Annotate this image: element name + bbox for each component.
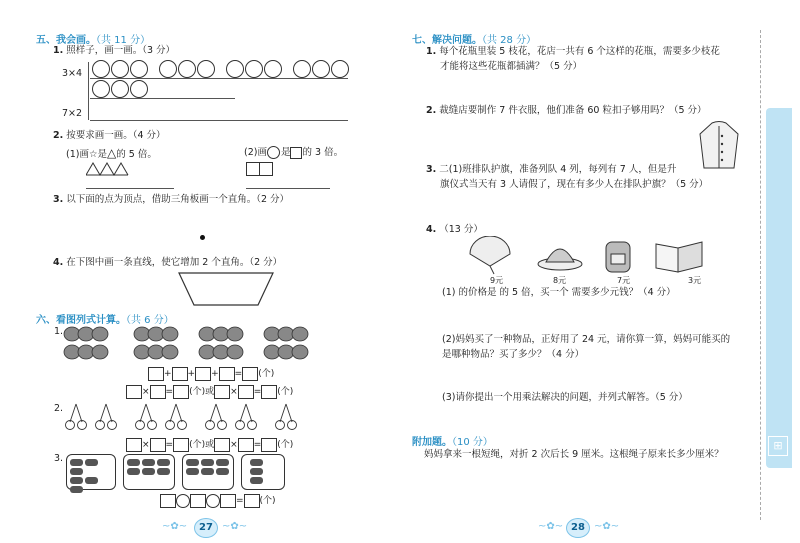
decor-flourish-icon: ~✿~ [222,521,248,532]
row-line [90,78,348,79]
question-r4-part-3: (3)请你提出一个用乘法解决的问题，并列式解答。（5 分） [442,392,688,403]
answer-box[interactable] [238,438,254,452]
section-7-title: 七、解决问题。（共 28 分） [412,35,537,46]
equation-row-3: × = (个)或 × = (个) [126,437,293,452]
triangle-icon: △ [107,146,117,160]
pinecone-groups [62,324,322,366]
answer-box[interactable] [238,385,254,399]
question-2-part-2: (2)画 是 的 3 倍。 [244,147,344,158]
answer-box[interactable] [219,367,235,381]
answer-box[interactable] [214,385,230,399]
picture-problem-3: 3. [54,453,64,464]
answer-line [86,188,174,189]
page-number-right: 28 [566,518,590,538]
answer-box[interactable] [148,367,164,381]
section-6-title: 六、看图列式计算。（共 6 分） [36,315,174,326]
answer-box[interactable] [206,494,220,508]
example-3x4-label: 3×4 [62,68,83,79]
equation-row-4: = (个) [160,493,276,508]
picture-problem-1: 1. [54,326,64,337]
side-tab [766,108,792,468]
square-icon [290,147,302,159]
page-number-left: 27 [194,518,218,538]
goods-images [466,236,736,276]
question-3: 3. 以下面的点为顶点，借助三角板画一个直角。（2 分） [53,194,290,205]
cake-box [182,454,234,490]
question-r4-part-2: (2)妈妈买了一种物品，正好用了 24 元，请你算一算，妈妈可能买的 [442,334,731,345]
example-7x2-label: 7×2 [62,108,83,119]
grid-icon: ⊞ [768,436,788,456]
vertex-dot [200,235,205,240]
decor-flourish-icon: ~✿~ [594,521,620,532]
answer-box[interactable] [150,438,166,452]
cake-box [241,454,285,490]
answer-box[interactable] [190,494,206,508]
question-r4-part-2-line2: 是哪种物品？买了多少？（4 分） [442,349,585,360]
price-backpack: 7元 [617,276,631,285]
fan-icon [470,236,510,266]
question-r3-line2: 旗仪式当天有 3 人请假了，现在有多少人在排队护旗？（5 分） [440,179,709,190]
answer-box[interactable] [244,494,260,508]
circle-groups-row1 [92,60,350,78]
answer-box[interactable] [261,385,277,399]
price-hat: 8元 [553,276,567,285]
answer-box[interactable] [172,367,188,381]
answer-box[interactable] [176,494,190,508]
cake-box [123,454,175,490]
question-r1-line2: 才能将这些花瓶都插满？（5 分） [440,61,583,72]
section-5-title: 五、我会画。（共 11 分） [36,35,151,46]
answer-box[interactable] [220,494,236,508]
picture-problem-2: 2. [54,403,64,414]
answer-box[interactable] [160,494,176,508]
cherry-groups [62,402,312,432]
row-line [90,98,235,99]
question-r2: 2. 裁缝店要制作 7 件衣服，他们准备 60 粒扣子够用吗？（5 分） [426,105,707,116]
square-sample [246,162,273,176]
price-fan: 9元 [490,276,504,285]
binding-dashed-line [760,30,761,520]
answer-box[interactable] [242,367,258,381]
decor-flourish-icon: ~✿~ [538,521,564,532]
question-r3: 3. 二(1)班排队护旗，准备列队 4 列，每列有 7 人，但是升 [426,164,677,175]
answer-box[interactable] [126,438,142,452]
equation-row-1: + + + = (个) [148,366,274,381]
question-4: 4. 在下图中画一条直线，使它增加 2 个直角。（2 分） [53,257,283,268]
star-icon: ☆ [88,149,98,160]
extra-question-text: 妈妈拿来一根短绳，对折 2 次后长 9 厘米。这根绳子原来长多少厘米？ [424,449,724,460]
circle-groups-row2 [92,80,149,98]
answer-box[interactable] [214,438,230,452]
answer-box[interactable] [173,385,189,399]
question-r4-part-1: (1) 的价格是 的 5 倍，买一个 需要多少元钱？（4 分） [442,287,676,298]
question-2-part-1: (1)画☆是△的 5 倍。 [66,146,157,160]
trapezoid-figure [178,272,274,306]
circle-icon [267,146,280,159]
question-1: 1. 照样子，画一画。（3 分） [53,45,176,56]
answer-line [246,188,330,189]
answer-box[interactable] [261,438,277,452]
extra-question-title: 附加题。（10 分） [412,437,493,448]
decor-flourish-icon: ~✿~ [162,521,188,532]
answer-line [90,120,348,121]
answer-box[interactable] [126,385,142,399]
bracket-line [88,62,89,120]
question-2: 2. 按要求画一画。（4 分） [53,130,166,141]
equation-row-2: × = (个)或 × = (个) [126,384,293,399]
answer-box[interactable] [195,367,211,381]
triangle-sample [86,162,136,176]
coat-image [694,120,744,170]
cake-box [66,454,116,490]
answer-box[interactable] [150,385,166,399]
answer-box[interactable] [173,438,189,452]
price-book: 3元 [688,276,702,285]
question-r4: 4. （13 分） [426,224,483,235]
question-r1: 1. 每个花瓶里装 5 枝花，花店一共有 6 个这样的花瓶，需要多少枝花 [426,46,720,57]
